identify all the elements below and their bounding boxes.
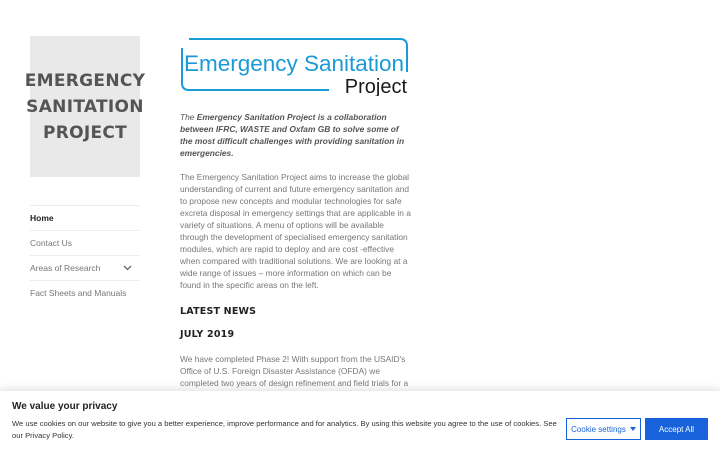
sidebar-nav [30,205,140,305]
cookie-settings-label: Cookie settings [571,424,626,434]
project-logo[interactable] [181,38,408,96]
nav-item-label: Home [30,213,54,223]
nav-item-areas-of-research[interactable] [30,255,140,280]
news-date-heading: JULY 2019 [180,329,235,340]
accept-all-label: Accept All [658,424,695,434]
nav-item-home[interactable] [30,205,140,230]
cookie-settings-button[interactable] [566,418,641,440]
privacy-link-part2: Policy. [52,431,74,440]
intro-paragraph [180,111,413,159]
intro-prefix: The [180,112,197,122]
site-title-line3: PROJECT [42,122,128,143]
site-title-line1: EMERGENCY [24,70,146,91]
nav-item-fact-sheets[interactable] [30,280,140,305]
news-paragraph: We have completed Phase 2! With support from the USAID's Office of U.S. Foreign Disaster Assistance (OFDA) we completed two years of design refinement and field trials for a [180,354,409,388]
accept-all-button[interactable] [645,418,708,440]
logo-text-line1: Emergency Sanitation [183,51,405,76]
nav-item-label: Fact Sheets and Manuals [30,288,127,298]
privacy-policy-link[interactable] [25,431,74,440]
cookie-message: We use cookies on our website to give you a better experience, improve performance and for analytics. By using this website you agree to the use of cookies. See our [12,419,557,440]
privacy-link-part1: Privacy [25,431,50,440]
caret-down-icon [630,427,636,431]
site-title-text [25,68,146,146]
intro-bold: Emergency Sanitation Project is a collaboration between IFRC, WASTE and Oxfam GB to solve some of the most difficult challenges with providing sanitation in emergencies. [180,112,405,158]
site-title-line2: SANITATION [26,96,144,117]
cookie-text [12,418,557,442]
logo-text-line2: Project [344,76,407,96]
about-paragraph: The Emergency Sanitation Project aims to increase the global understanding of current and future emergency sanitation and to propose new concepts and modular technologies for safe excreta disposal in emergency settings that are applicable in a variety of situations. A menu of options will be available through the development of specialised emergency sanitation modules, which are rapid to deploy and are cost -effective when compared with traditional solutions. We are looking at a wide range of issues – more information on which can be found in the specific areas on the left. [180,172,411,290]
nav-item-label: Contact Us [30,238,73,248]
chevron-down-icon[interactable] [122,263,132,273]
main-content [180,111,413,401]
latest-news-heading: LATEST NEWS [180,306,257,317]
site-title[interactable] [24,36,146,177]
cookie-title: We value your privacy [12,401,118,412]
nav-item-contact-us[interactable] [30,230,140,255]
nav-item-label: Areas of Research [30,263,101,273]
